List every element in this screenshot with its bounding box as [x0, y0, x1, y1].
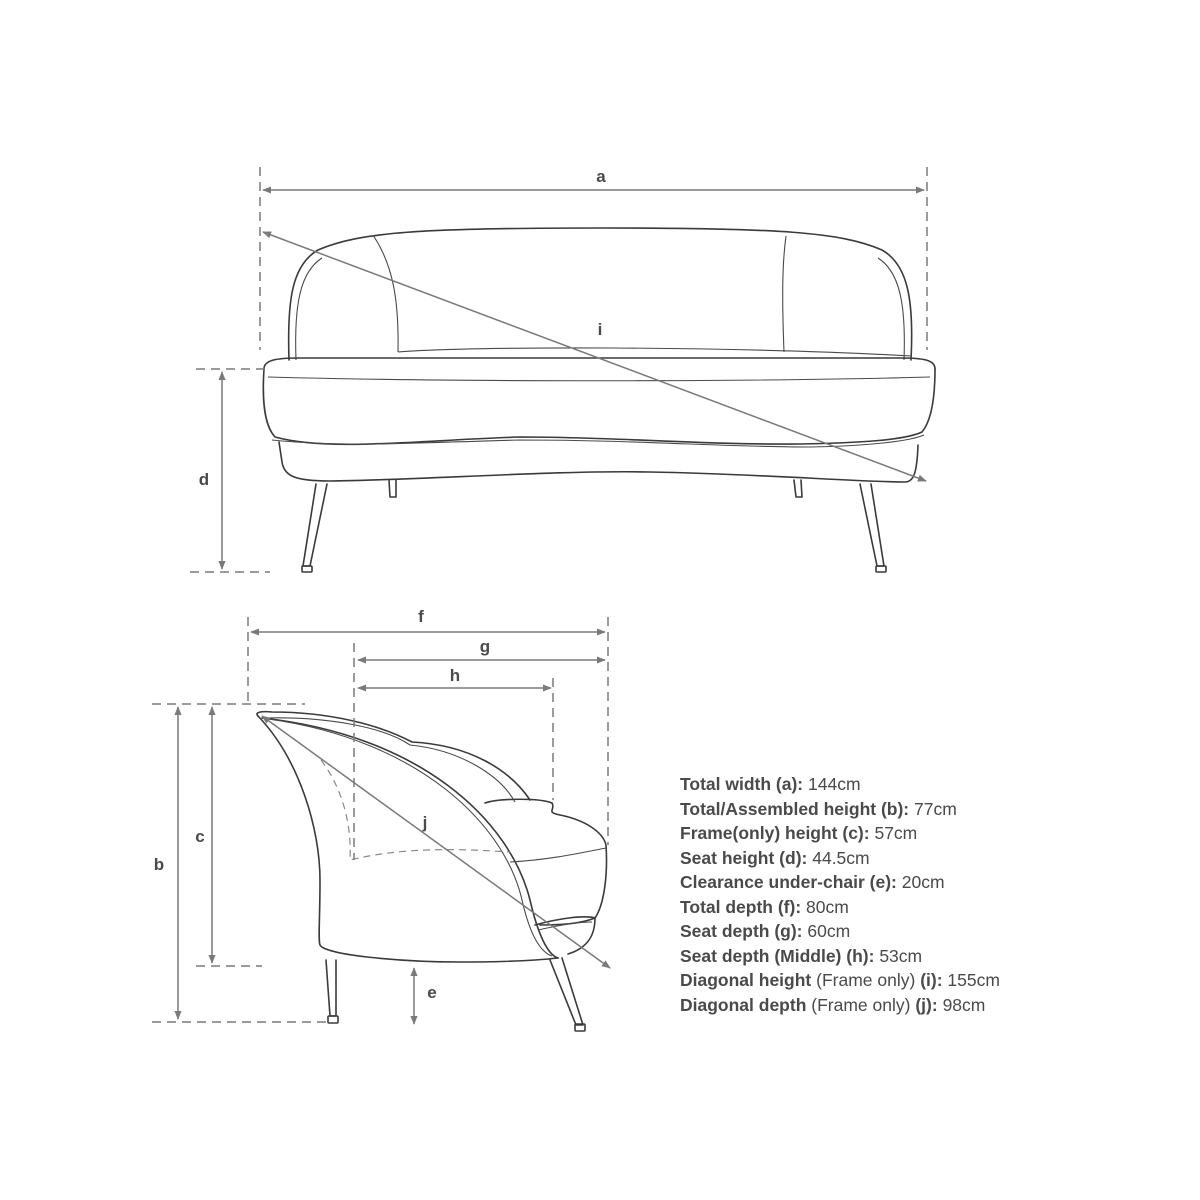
spec-key: Diagonal height — [680, 970, 812, 990]
front-arm-seam-left — [373, 235, 398, 352]
spec-row — [680, 821, 1000, 846]
front-cushion-back-line — [398, 348, 912, 356]
front-seat-top — [264, 358, 935, 369]
side-shell-curve-inner — [268, 719, 552, 956]
dim-j-line — [262, 716, 610, 968]
spec-value: 60cm — [807, 921, 851, 941]
front-arm-seam-right — [783, 236, 786, 352]
side-seat-bottom-piping — [538, 922, 592, 930]
spec-note: (Frame only) — [811, 994, 911, 1015]
dim-d-label: d — [198, 470, 210, 489]
side-foot-back — [328, 1016, 338, 1023]
spec-value: 20cm — [901, 872, 945, 892]
front-base — [279, 442, 918, 482]
front-foot-right — [876, 566, 886, 572]
spec-key: Seat depth (Middle) (h): — [680, 945, 875, 966]
front-leg-right — [860, 484, 884, 566]
spec-key: Total depth (f): — [680, 896, 802, 917]
spec-key: Total width (a): — [680, 774, 804, 794]
front-leg-back-left — [389, 480, 396, 497]
front-back-outline — [289, 228, 912, 360]
side-leg-back — [326, 960, 336, 1016]
front-back-inner-right — [878, 258, 904, 360]
front-foot-left — [302, 566, 312, 572]
side-seat-cushion — [485, 799, 607, 925]
side-shell-front — [258, 716, 558, 962]
side-leg-front — [550, 958, 583, 1025]
front-leg-back-right — [794, 480, 802, 497]
spec-row — [680, 895, 1000, 920]
dim-a-label: a — [596, 167, 606, 186]
spec-row — [680, 968, 1000, 993]
dim-b-label: b — [153, 855, 165, 874]
dim-e-label: e — [427, 983, 437, 1002]
spec-value: 98cm — [942, 994, 986, 1015]
spec-row — [680, 797, 1000, 822]
spec-key: Seat depth (g): — [680, 921, 803, 941]
side-shell-curve — [262, 718, 558, 958]
side-seat-piping — [510, 848, 606, 862]
front-view — [263, 228, 935, 572]
spec-key-suffix: (i): — [920, 970, 943, 990]
spec-row — [680, 944, 1000, 969]
spec-row — [680, 993, 1000, 1018]
spec-value: 80cm — [806, 896, 849, 917]
dim-j-label: j — [422, 813, 428, 832]
dim-g-label: g — [479, 637, 491, 656]
spec-note: (Frame only) — [816, 970, 916, 990]
dim-h-label: h — [449, 666, 461, 685]
spec-key: Frame(only) height (c): — [680, 823, 870, 843]
front-leg-left — [303, 484, 327, 566]
spec-row — [680, 772, 1000, 797]
spec-key: Diagonal depth — [680, 994, 807, 1015]
spec-row — [680, 870, 1000, 895]
dim-c-label: c — [195, 827, 205, 846]
spec-key-suffix: (j): — [915, 994, 938, 1015]
spec-value: 44.5cm — [812, 847, 870, 868]
side-back-inner — [262, 718, 515, 802]
spec-value: 77cm — [914, 798, 957, 819]
side-inner-guide — [321, 760, 510, 860]
spec-value: 53cm — [879, 945, 923, 966]
spec-row — [680, 846, 1000, 871]
spec-row — [680, 919, 1000, 944]
front-back-inner — [296, 258, 322, 360]
spec-value: 155cm — [947, 970, 1000, 990]
front-seat-bottom-piping — [272, 435, 924, 447]
spec-value: 144cm — [808, 774, 861, 794]
dim-i-label: i — [597, 320, 603, 339]
spec-key: Seat height (d): — [680, 847, 808, 868]
spec-value: 57cm — [874, 823, 918, 843]
front-seat-piping — [268, 377, 930, 381]
side-dimensions — [152, 607, 610, 1024]
dimension-spec-list — [680, 772, 1000, 1017]
dim-f-label: f — [418, 607, 424, 626]
spec-key: Clearance under-chair (e): — [680, 872, 897, 892]
spec-key: Total/Assembled height (b): — [680, 798, 910, 819]
